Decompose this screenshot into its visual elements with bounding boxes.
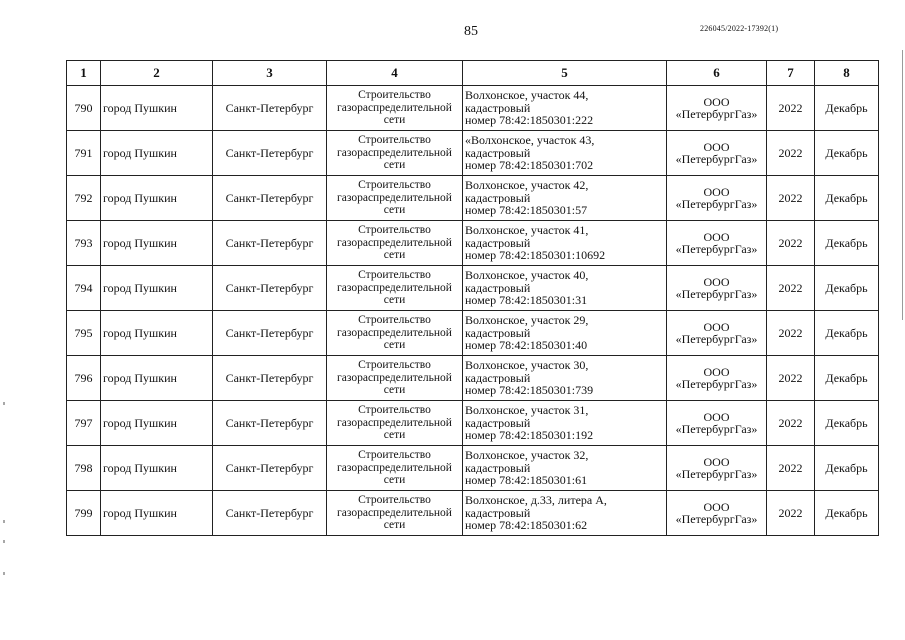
- address-line: кадастровый: [465, 281, 531, 295]
- organization-line: ООО: [703, 500, 730, 513]
- address-line: номер 78:42:1850301:40: [465, 339, 588, 352]
- work-type-line: сети: [383, 159, 406, 172]
- month-cell: Декабрь: [815, 266, 879, 311]
- month-cell: Декабрь: [815, 86, 879, 131]
- month-cell: Декабрь: [815, 491, 879, 536]
- work-type-line: газораспределительной: [337, 371, 452, 384]
- address-cell: [463, 86, 667, 131]
- organization-line: ООО: [703, 230, 730, 243]
- region-cell: Санкт-Петербург: [213, 131, 327, 176]
- address-cell: [463, 131, 667, 176]
- address-line: номер 78:42:1850301:702: [465, 159, 594, 172]
- organization-line: «ПетербургГаз»: [675, 153, 758, 166]
- organization-cell: [667, 266, 767, 311]
- address-line: Волхонское, участок 40,: [465, 269, 589, 282]
- work-type-line: сети: [383, 384, 406, 397]
- year-cell: 2022: [767, 86, 815, 131]
- address-line: кадастровый: [465, 461, 531, 475]
- work-type-line: Строительство: [358, 449, 431, 462]
- table-row: [67, 131, 879, 176]
- year-cell: 2022: [767, 311, 815, 356]
- address-cell: [463, 266, 667, 311]
- region-cell: Санкт-Петербург: [213, 266, 327, 311]
- work-type-cell: [327, 176, 463, 221]
- organization-cell: [667, 86, 767, 131]
- work-type-line: Строительство: [358, 134, 431, 147]
- table-row: [67, 311, 879, 356]
- column-header: 3: [213, 61, 327, 86]
- organization-cell: [667, 176, 767, 221]
- address-line: номер 78:42:1850301:62: [465, 519, 588, 532]
- address-cell: [463, 311, 667, 356]
- address-line: номер 78:42:1850301:192: [465, 429, 594, 442]
- organization-cell: [667, 446, 767, 491]
- address-line: кадастровый: [465, 371, 531, 385]
- year-cell: 2022: [767, 131, 815, 176]
- city-cell: город Пушкин: [101, 266, 213, 311]
- work-type-cell: [327, 266, 463, 311]
- organization-line: ООО: [703, 455, 730, 468]
- organization-line: «ПетербургГаз»: [675, 468, 758, 481]
- row-number: 799: [67, 491, 101, 536]
- address-line: номер 78:42:1850301:739: [465, 384, 594, 397]
- work-type-cell: [327, 491, 463, 536]
- organization-line: ООО: [703, 410, 730, 423]
- address-line: кадастровый: [465, 416, 531, 430]
- organization-line: ООО: [703, 320, 730, 333]
- organization-line: «ПетербургГаз»: [675, 243, 758, 256]
- organization-line: «ПетербургГаз»: [675, 378, 758, 391]
- address-cell: [463, 446, 667, 491]
- year-cell: 2022: [767, 221, 815, 266]
- row-number: 796: [67, 356, 101, 401]
- table-row: [67, 221, 879, 266]
- city-cell: город Пушкин: [101, 176, 213, 221]
- table-header: [67, 61, 879, 86]
- address-cell: [463, 176, 667, 221]
- row-number: 791: [67, 131, 101, 176]
- table-row: [67, 176, 879, 221]
- work-type-cell: [327, 131, 463, 176]
- address-cell: [463, 491, 667, 536]
- year-cell: 2022: [767, 176, 815, 221]
- work-type-line: Строительство: [358, 224, 431, 237]
- work-type-line: газораспределительной: [337, 461, 452, 474]
- city-cell: город Пушкин: [101, 311, 213, 356]
- address-line: Волхонское, участок 31,: [465, 404, 589, 417]
- organization-line: «ПетербургГаз»: [675, 333, 758, 346]
- year-cell: 2022: [767, 446, 815, 491]
- table-row: [67, 266, 879, 311]
- address-cell: [463, 356, 667, 401]
- organization-cell: [667, 401, 767, 446]
- organization-cell: [667, 491, 767, 536]
- address-line: Волхонское, участок 32,: [465, 449, 589, 462]
- region-cell: Санкт-Петербург: [213, 311, 327, 356]
- city-cell: город Пушкин: [101, 491, 213, 536]
- work-type-line: Строительство: [358, 404, 431, 417]
- organization-cell: [667, 131, 767, 176]
- address-line: номер 78:42:1850301:10692: [465, 249, 606, 262]
- organization-line: «ПетербургГаз»: [675, 288, 758, 301]
- organization-line: «ПетербургГаз»: [675, 423, 758, 436]
- region-cell: Санкт-Петербург: [213, 491, 327, 536]
- column-header: 6: [667, 61, 767, 86]
- work-type-cell: [327, 86, 463, 131]
- region-cell: Санкт-Петербург: [213, 446, 327, 491]
- column-header: 1: [67, 61, 101, 86]
- work-type-line: газораспределительной: [337, 101, 452, 114]
- address-cell: [463, 221, 667, 266]
- address-line: кадастровый: [465, 506, 531, 520]
- document-id: 226045/2022-17392(1): [700, 24, 779, 33]
- table-row: [67, 356, 879, 401]
- work-type-line: Строительство: [358, 89, 431, 102]
- organization-cell: [667, 311, 767, 356]
- work-type-line: сети: [383, 249, 406, 262]
- city-cell: город Пушкин: [101, 131, 213, 176]
- work-type-cell: [327, 221, 463, 266]
- address-line: кадастровый: [465, 191, 531, 205]
- organization-line: «ПетербургГаз»: [675, 108, 758, 121]
- column-header: 8: [815, 61, 879, 86]
- address-line: кадастровый: [465, 326, 531, 340]
- work-type-line: газораспределительной: [337, 506, 452, 519]
- address-line: номер 78:42:1850301:57: [465, 204, 588, 217]
- month-cell: Декабрь: [815, 446, 879, 491]
- year-cell: 2022: [767, 401, 815, 446]
- column-header: 4: [327, 61, 463, 86]
- column-header: 2: [101, 61, 213, 86]
- work-type-line: Строительство: [358, 269, 431, 282]
- organization-line: «ПетербургГаз»: [675, 513, 758, 526]
- address-line: кадастровый: [465, 101, 531, 115]
- work-type-line: сети: [383, 294, 406, 307]
- city-cell: город Пушкин: [101, 401, 213, 446]
- month-cell: Декабрь: [815, 131, 879, 176]
- table-body: [67, 86, 879, 536]
- region-cell: Санкт-Петербург: [213, 176, 327, 221]
- work-type-line: сети: [383, 429, 406, 442]
- work-type-line: Строительство: [358, 179, 431, 192]
- work-type-line: газораспределительной: [337, 191, 452, 204]
- address-line: Волхонское, д.33, литера А,: [465, 494, 607, 507]
- address-line: Волхонское, участок 29,: [465, 314, 589, 327]
- work-type-line: Строительство: [358, 359, 431, 372]
- address-line: кадастровый: [465, 146, 531, 160]
- work-type-line: сети: [383, 339, 406, 352]
- row-number: 790: [67, 86, 101, 131]
- address-line: «Волхонское, участок 43,: [465, 134, 595, 147]
- table-row: [67, 401, 879, 446]
- address-line: кадастровый: [465, 236, 531, 250]
- year-cell: 2022: [767, 491, 815, 536]
- organization-line: ООО: [703, 275, 730, 288]
- table-row: [67, 446, 879, 491]
- organization-cell: [667, 221, 767, 266]
- organization-cell: [667, 356, 767, 401]
- month-cell: Декабрь: [815, 401, 879, 446]
- work-type-line: газораспределительной: [337, 326, 452, 339]
- year-cell: 2022: [767, 266, 815, 311]
- row-number: 792: [67, 176, 101, 221]
- column-header: 7: [767, 61, 815, 86]
- work-type-cell: [327, 401, 463, 446]
- work-type-line: сети: [383, 519, 406, 532]
- scan-margin-mark: [3, 572, 5, 575]
- row-number: 794: [67, 266, 101, 311]
- row-number: 793: [67, 221, 101, 266]
- region-cell: Санкт-Петербург: [213, 401, 327, 446]
- region-cell: Санкт-Петербург: [213, 356, 327, 401]
- table-row: [67, 491, 879, 536]
- month-cell: Декабрь: [815, 311, 879, 356]
- organization-line: «ПетербургГаз»: [675, 198, 758, 211]
- scan-edge-line: [902, 50, 903, 320]
- work-type-line: сети: [383, 204, 406, 217]
- work-type-line: Строительство: [358, 314, 431, 327]
- work-type-line: сети: [383, 114, 406, 127]
- city-cell: город Пушкин: [101, 221, 213, 266]
- row-number: 798: [67, 446, 101, 491]
- row-number: 795: [67, 311, 101, 356]
- work-type-line: газораспределительной: [337, 146, 452, 159]
- address-line: Волхонское, участок 42,: [465, 179, 589, 192]
- address-line: номер 78:42:1850301:222: [465, 114, 594, 127]
- work-type-cell: [327, 311, 463, 356]
- work-type-line: Строительство: [358, 494, 431, 507]
- month-cell: Декабрь: [815, 356, 879, 401]
- work-type-line: сети: [383, 474, 406, 487]
- address-line: Волхонское, участок 41,: [465, 224, 589, 237]
- city-cell: город Пушкин: [101, 446, 213, 491]
- organization-line: ООО: [703, 140, 730, 153]
- work-type-line: газораспределительной: [337, 281, 452, 294]
- address-line: Волхонское, участок 30,: [465, 359, 589, 372]
- row-number: 797: [67, 401, 101, 446]
- organization-line: ООО: [703, 185, 730, 198]
- month-cell: Декабрь: [815, 221, 879, 266]
- work-type-line: газораспределительной: [337, 236, 452, 249]
- address-line: номер 78:42:1850301:61: [465, 474, 588, 487]
- region-cell: Санкт-Петербург: [213, 86, 327, 131]
- column-header: 5: [463, 61, 667, 86]
- region-cell: Санкт-Петербург: [213, 221, 327, 266]
- city-cell: город Пушкин: [101, 356, 213, 401]
- address-cell: [463, 401, 667, 446]
- scan-margin-mark: [3, 402, 5, 405]
- city-cell: город Пушкин: [101, 86, 213, 131]
- registry-table: [66, 60, 879, 536]
- month-cell: Декабрь: [815, 176, 879, 221]
- page-number: 85: [464, 24, 478, 39]
- scan-margin-mark: [3, 540, 5, 543]
- scan-margin-mark: [3, 520, 5, 523]
- work-type-cell: [327, 356, 463, 401]
- work-type-cell: [327, 446, 463, 491]
- address-line: Волхонское, участок 44,: [465, 89, 589, 102]
- year-cell: 2022: [767, 356, 815, 401]
- header-row: [67, 61, 879, 86]
- table-row: [67, 86, 879, 131]
- work-type-line: газораспределительной: [337, 416, 452, 429]
- organization-line: ООО: [703, 365, 730, 378]
- organization-line: ООО: [703, 95, 730, 108]
- address-line: номер 78:42:1850301:31: [465, 294, 588, 307]
